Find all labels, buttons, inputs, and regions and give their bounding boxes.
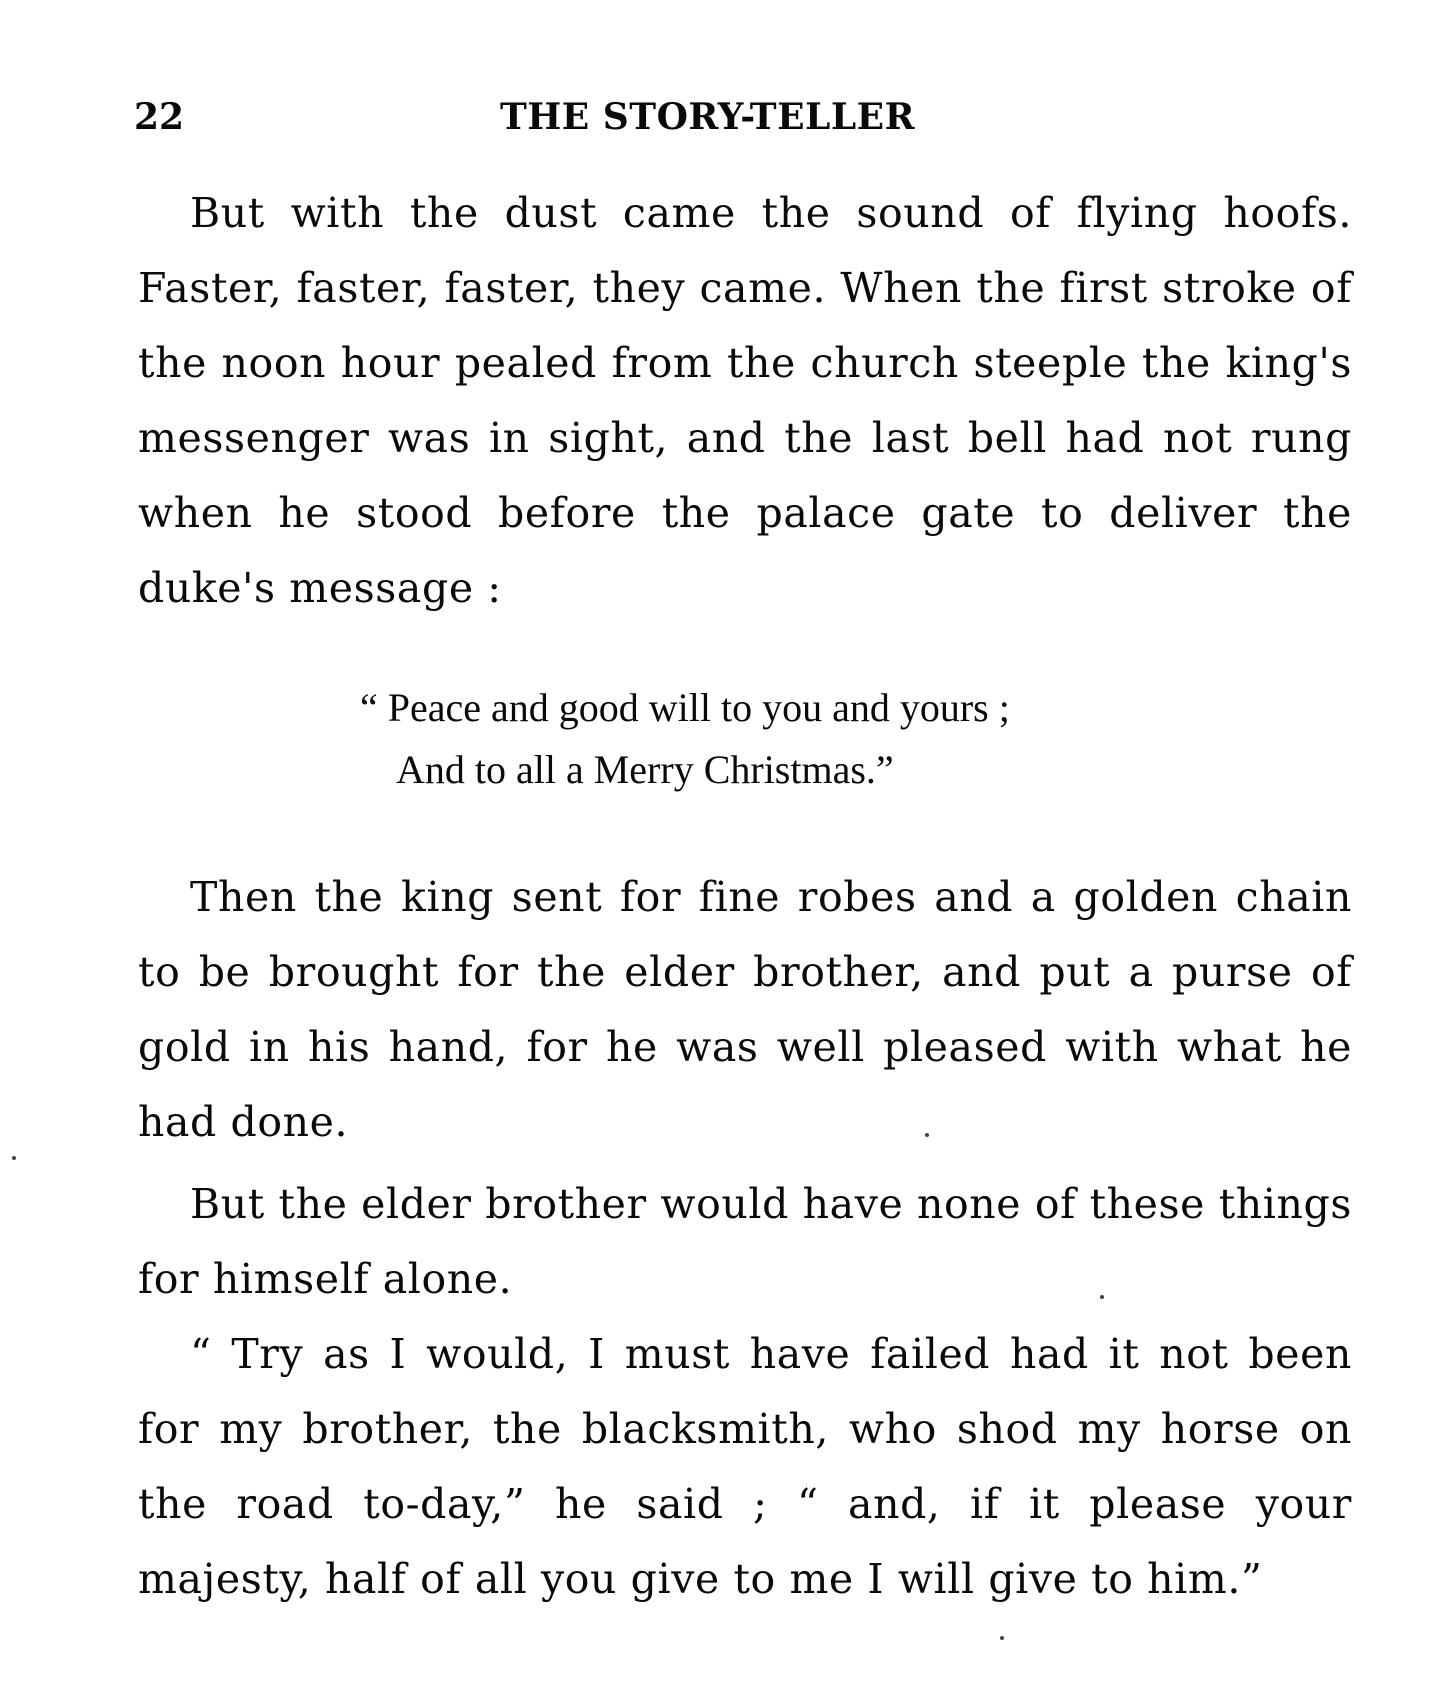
- page-header: [134, 96, 1340, 144]
- paragraph-4: [138, 1317, 1352, 1617]
- print-speck: [925, 1133, 929, 1137]
- print-speck: [1100, 1295, 1104, 1299]
- print-speck: [12, 1156, 16, 1160]
- paragraph-text: Then the king sent for fine robes and a golden chain to be brought for the elder brother, and put a purse of gold in his hand, for he was well pleased with what he had done.: [138, 873, 1352, 1146]
- paragraph-1: [138, 176, 1352, 626]
- paragraph-2: [138, 860, 1352, 1160]
- running-head: THE STORY-TELLER: [500, 96, 916, 138]
- verse-line-1: “ Peace and good will to you and yours ;: [360, 685, 1010, 730]
- verse-line-2: And to all a Merry Christmas.”: [396, 747, 894, 792]
- verse-quote: [360, 677, 1010, 801]
- paragraph-text: But with the dust came the sound of flying hoofs. Faster, faster, faster, they came. When the first stroke of the noon hour pealed from the church steeple the king's messenger was in sight, and the last bell had not rung when he stood before the palace gate to deliver the duke's message :: [138, 189, 1352, 612]
- page-number: 22: [134, 96, 185, 138]
- paragraph-text: “ Try as I would, I must have failed had it not been for my brother, the blacksmith, who shod my horse on the road to-day,” he said ; “ and, if it please your majesty, half of all you give to me I will give to him.”: [138, 1330, 1352, 1603]
- print-speck: [1000, 1636, 1004, 1640]
- paragraph-3: [138, 1167, 1352, 1317]
- paragraph-text: But the elder brother would have none of these things for himself alone.: [138, 1180, 1352, 1303]
